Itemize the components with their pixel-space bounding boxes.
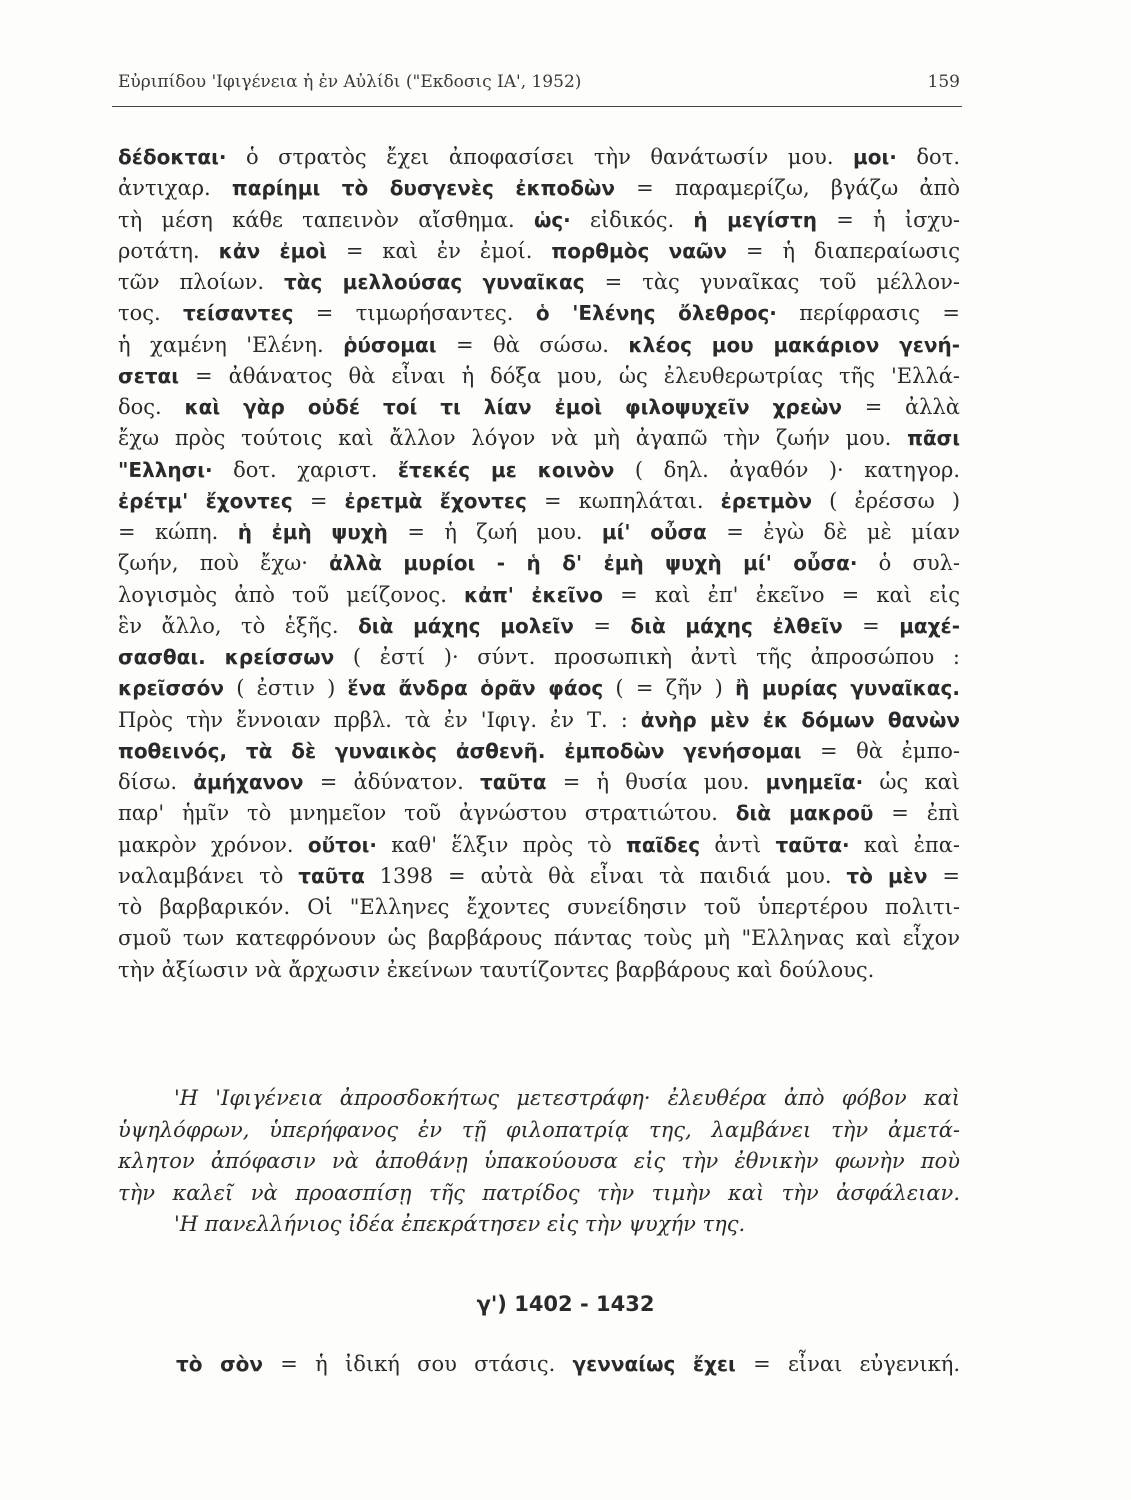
commentary-text (118, 142, 960, 986)
text-line: δος. καὶ γὰρ οὐδέ τοί τι λίαν ἐμοὶ φιλοψυχεῖν χρεὼν = ἀλλὰ (118, 395, 960, 419)
text-line: ναλαμβάνει τὸ ταῦτα 1398 = αὐτὰ θὰ εἶναι τὰ παιδιά μου. τὸ μὲν = (118, 863, 960, 888)
italic-line: κλητον ἀπόφασιν νὰ ἀποθάνῃ ὑπακούουσα εἰς τὴν ἐθνικὴν φωνὴν ποὺ (118, 1149, 960, 1173)
text-line: σασθαι. κρείσσων ( ἐστί )· σύντ. προσωπικὴ ἀντὶ τῆς ἀπροσώπου : (118, 645, 960, 669)
text-line: δίσω. ἀμήχανον = ἀδύνατον. ταῦτα = ἡ θυσία μου. μνημεῖα· ὡς καὶ (118, 770, 960, 794)
text-line: Πρὸς τὴν ἔννοιαν πρβλ. τὰ ἐν 'Ιφιγ. ἐν Τ. : ἀνὴρ μὲν ἐκ δόμων θανὼν (118, 707, 960, 732)
running-header (118, 72, 960, 92)
text-line: τὴν ἀξίωσιν νὰ ἄρχωσιν ἐκείνων ταυτίζοντες βαρβάρους καὶ δούλους. (118, 957, 875, 982)
header-rule (112, 106, 962, 107)
text-line: σεται = ἀθάνατος θὰ εἶναι ἡ δόξα μου, ὡς ἐλευθερωτρίας τῆς 'Ελλά- (118, 363, 960, 388)
text-line: τος. τείσαντες = τιμωρήσαντες. ὁ 'Ελένης ὄλεθρος· περίφρασις = (118, 301, 960, 326)
text-line: ἀντιχαρ. παρίημι τὸ δυσγενὲς ἐκποδὼν = παραμερίζω, βγάζω ἀπὸ (118, 176, 960, 201)
text-line: παρ' ἡμῖν τὸ μνημεῖον τοῦ ἀγνώστου στρατιώτου. διὰ μακροῦ = ἐπὶ (118, 801, 960, 826)
page-number: 159 (927, 72, 960, 92)
text-line: ἡ χαμένη 'Ελένη. ῥύσομαι = θὰ σώσω. κλέος μου μακάριον γενή- (118, 332, 960, 357)
italic-line: 'Η 'Ιφιγένεια ἀπροσδοκήτως μετεστράφη· ἐλευθέρα ἀπὸ φόβον καὶ (174, 1086, 960, 1110)
closing-line: τὸ σὸν = ἡ ἰδική σου στάσις. γενναίως ἔχει = εἶναι εὐγενική. (176, 1352, 961, 1376)
running-title: Εὐριπίδου 'Ιφιγένεια ἡ ἐν Αὐλίδι ("Εκδοσις ΙΑ', 1952) (118, 72, 582, 92)
text-line: ροτάτη. κἀν ἐμοὶ = καὶ ἐν ἐμοί. πορθμὸς ναῶν = ἡ διαπεραίωσις (118, 238, 960, 263)
text-line: κρεῖσσόν ( ἐστιν ) ἕνα ἄνδρα ὁρᾶν φάος ( = ζῆν ) ἢ μυρίας γυναῖκας. (118, 676, 960, 701)
text-line: ἐρέτμ' ἔχοντες = ἐρετμὰ ἔχοντες = κωπηλάται. ἐρετμὸν ( ἐρέσσω ) (118, 488, 960, 513)
text-line: τὴ μέση κάθε ταπεινὸν αἴσθημα. ὡς· εἰδικός. ἡ μεγίστη = ἡ ἰσχυ- (118, 207, 960, 232)
section-heading: γ') 1402 - 1432 (476, 1292, 655, 1316)
text-line: ἔχω πρὸς τούτοις καὶ ἄλλον λόγον νὰ μὴ ἀγαπῶ τὴν ζωήν μου. πᾶσι (118, 426, 960, 451)
text-line: δέδοκται· ὁ στρατὸς ἔχει ἀποφασίσει τὴν θανάτωσίν μου. μοι· δοτ. (118, 145, 960, 169)
text-line: ποθεινός, τὰ δὲ γυναικὸς ἀσθενῆ. ἐμποδὼν γενήσομαι = θὰ ἐμπο- (118, 738, 960, 763)
text-line: μακρὸν χρόνον. οὔτοι· καθ' ἕλξιν πρὸς τὸ παῖδες ἀντὶ ταῦτα· καὶ ἐπα- (118, 832, 960, 857)
italic-line: ὑψηλόφρων, ὑπερήφανος ἐν τῇ φιλοπατρίᾳ της, λαμβάνει τὴν ἀμετά- (118, 1117, 960, 1142)
text-line: σμοῦ των κατεφρόνουν ὡς βαρβάρους πάντας τοὺς μὴ "Ελληνας καὶ εἶχον (118, 926, 960, 951)
italic-line: 'Η πανελλήνιος ἰδέα ἐπεκράτησεν εἰς τὴν ψυχήν της. (174, 1212, 746, 1236)
text-line: τῶν πλοίων. τὰς μελλούσας γυναῖκας = τὰς γυναῖκας τοῦ μέλλον- (118, 270, 960, 294)
text-line: λογισμὸς ἀπὸ τοῦ μείζονος. κἀπ' ἐκεῖνο = καὶ ἐπ' ἐκεῖνο = καὶ εἰς (118, 582, 960, 607)
text-line: "Ελλησι· δοτ. χαριστ. ἔτεκές με κοινὸν ( δηλ. ἀγαθόν )· κατηγορ. (118, 457, 960, 482)
text-line: ἓν ἄλλο, τὸ ἑξῆς. διὰ μάχης μολεῖν = διὰ μάχης ἐλθεῖν = μαχέ- (118, 613, 960, 638)
text-line: ζωήν, ποὺ ἔχω· ἀλλὰ μυρίοι - ἡ δ' ἐμὴ ψυχὴ μί' οὖσα· ὁ συλ- (118, 551, 960, 576)
italic-summary (118, 1083, 960, 1241)
text-line: τὸ βαρβαρικόν. Οἱ "Ελληνες ἔχοντες συνείδησιν τοῦ ὑπερτέρου πολιτι- (118, 895, 960, 919)
italic-line: τὴν καλεῖ νὰ προασπίσῃ τῆς πατρίδος τὴν τιμὴν καὶ τὴν ἀσφάλειαν. (118, 1180, 960, 1205)
text-line: = κώπη. ἡ ἐμὴ ψυχὴ = ἡ ζωή μου. μί' οὖσα = ἐγὼ δὲ μὲ μίαν (118, 520, 960, 544)
